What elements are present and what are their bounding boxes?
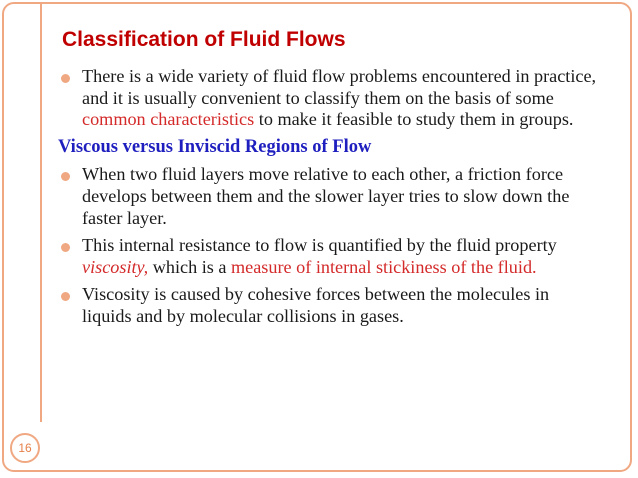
bullet-1-text: There is a wide variety of fluid flow problems encountered in practice, and it is usually convenient to classify them on the basis of some — [82, 66, 597, 108]
bullet-1-highlight: common characteristics — [82, 109, 255, 130]
bullet-3-text-mid: which is a — [148, 256, 232, 277]
section-subheading: Viscous versus Inviscid Regions of Flow — [58, 136, 372, 157]
bullet-2-text: When two fluid layers move relative to each other, a friction force develops between them and the slower layer tries to slow down the faster layer. — [82, 164, 570, 228]
bullet-4-text: Viscosity is caused by cohesive forces between the molecules in liquids and by molecular collisions in gases. — [82, 284, 550, 326]
bullet-item-1 — [58, 66, 598, 131]
bullet-item-2 — [58, 164, 598, 229]
slide-body — [58, 66, 598, 328]
left-accent-line — [40, 2, 42, 422]
bullet-3-text: This internal resistance to flow is quantified by the fluid property — [82, 235, 557, 256]
bullet-dot-icon — [61, 243, 70, 252]
bullet-dot-icon — [61, 292, 70, 301]
bullet-item-3 — [58, 235, 598, 278]
bullet-1-text-end: to make it feasible to study them in groups. — [254, 109, 574, 130]
bullet-3-italic-term: viscosity, — [82, 256, 149, 277]
bullet-dot-icon — [61, 172, 70, 181]
bullet-3-highlight: measure of internal stickiness of the fluid. — [231, 256, 537, 277]
slide-title: Classification of Fluid Flows — [62, 28, 346, 51]
bullet-dot-icon — [61, 74, 70, 83]
page-number-badge: 16 — [10, 433, 40, 463]
bullet-item-4 — [58, 284, 598, 327]
